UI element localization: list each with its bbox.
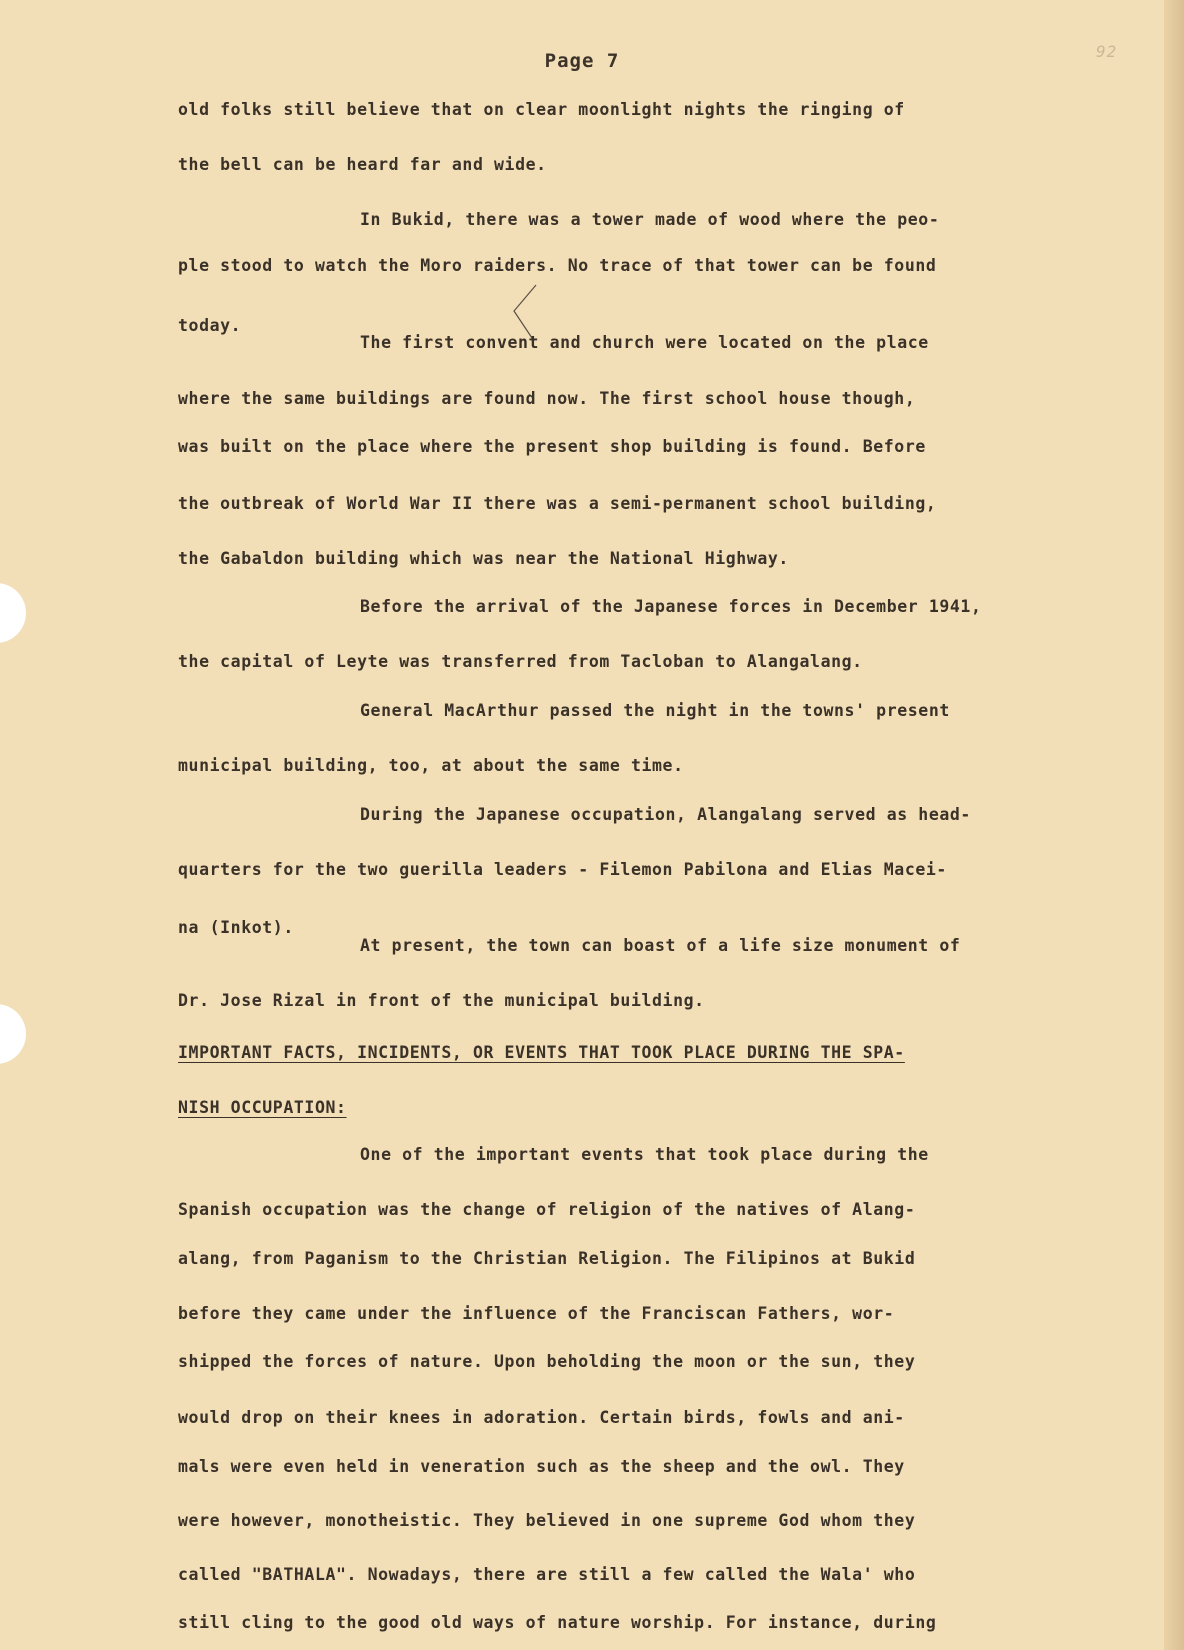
- page-right-edge: [1164, 0, 1184, 1650]
- text-line: old folks still believe that on clear moonlight nights the ringing of: [178, 100, 905, 119]
- text-line: before they came under the influence of the Franciscan Fathers, wor-: [178, 1304, 895, 1323]
- text-line: Before the arrival of the Japanese forces in December 1941,: [360, 597, 982, 616]
- section-heading: NISH OCCUPATION:: [178, 1098, 347, 1117]
- text-line: were however, monotheistic. They believed in one supreme God whom they: [178, 1511, 916, 1530]
- text-line: the Gabaldon building which was near the National Highway.: [178, 549, 789, 568]
- text-line: General MacArthur passed the night in the towns' present: [360, 701, 950, 720]
- section-heading: IMPORTANT FACTS, INCIDENTS, OR EVENTS THAT TOOK PLACE DURING THE SPA-: [178, 1043, 905, 1062]
- text-line: municipal building, too, at about the same time.: [178, 756, 684, 775]
- text-line: The first convent and church were located on the place: [360, 333, 929, 352]
- page-number-mark: 92: [1096, 42, 1118, 61]
- text-line: quarters for the two guerilla leaders - Filemon Pabilona and Elias Macei-: [178, 860, 947, 879]
- text-line: the capital of Leyte was transferred from Tacloban to Alangalang.: [178, 652, 863, 671]
- text-line: where the same buildings are found now. The first school house though,: [178, 389, 916, 408]
- text-line: shipped the forces of nature. Upon beholding the moon or the sun, they: [178, 1352, 916, 1371]
- text-line: During the Japanese occupation, Alangalang served as head-: [360, 805, 971, 824]
- page-header: Page 7: [544, 50, 620, 72]
- text-line: would drop on their knees in adoration. Certain birds, fowls and ani-: [178, 1408, 905, 1427]
- punch-hole-bottom: [0, 1004, 26, 1064]
- text-line: Spanish occupation was the change of religion of the natives of Alang-: [178, 1200, 916, 1219]
- text-line: was built on the place where the present shop building is found. Before: [178, 437, 926, 456]
- text-line: One of the important events that took place during the: [360, 1145, 929, 1164]
- text-line: still cling to the good old ways of nature worship. For instance, during: [178, 1613, 937, 1632]
- text-line: today.: [178, 316, 242, 335]
- text-line: At present, the town can boast of a life size monument of: [360, 936, 961, 955]
- text-line: the outbreak of World War II there was a semi-permanent school building,: [178, 494, 937, 513]
- text-line: In Bukid, there was a tower made of wood where the peo-: [360, 210, 940, 229]
- punch-hole-top: [0, 583, 26, 643]
- text-line: ple stood to watch the Moro raiders. No trace of that tower can be found: [178, 256, 937, 275]
- text-line: na (Inkot).: [178, 918, 294, 937]
- text-line: the bell can be heard far and wide.: [178, 155, 547, 174]
- text-line: Dr. Jose Rizal in front of the municipal building.: [178, 991, 705, 1010]
- text-line: mals were even held in veneration such as the sheep and the owl. They: [178, 1457, 905, 1476]
- text-line: called "BATHALA". Nowadays, there are still a few called the Wala' who: [178, 1565, 916, 1584]
- text-line: alang, from Paganism to the Christian Religion. The Filipinos at Bukid: [178, 1249, 916, 1268]
